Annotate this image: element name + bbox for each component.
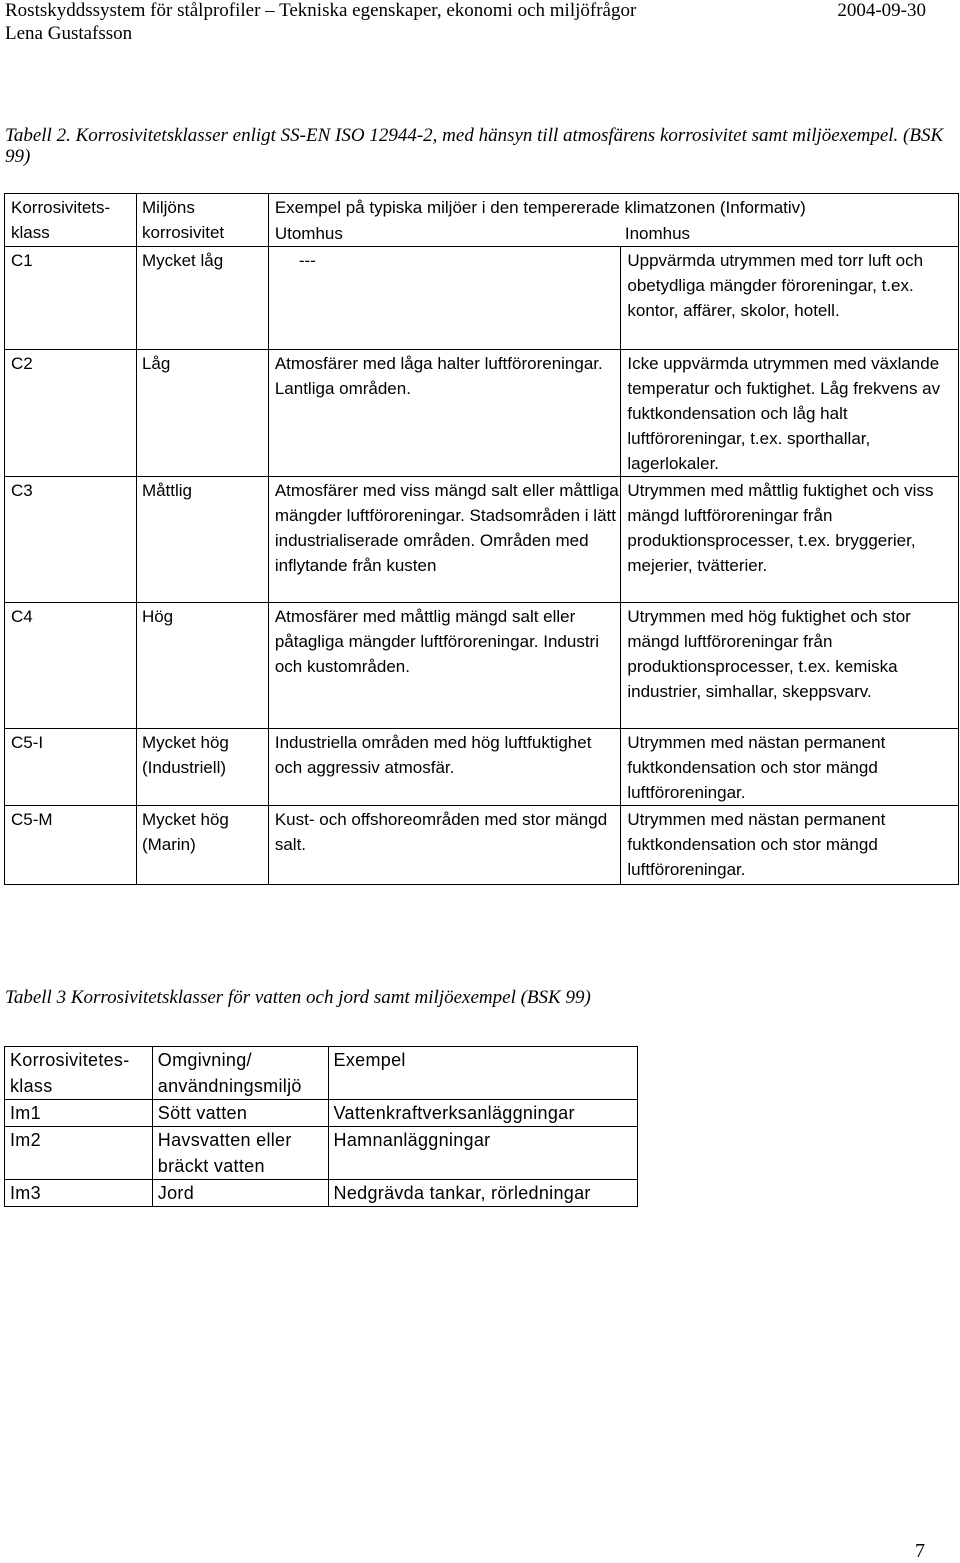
table-row [5,603,959,729]
environment-cell: Sött vatten [152,1100,328,1127]
table-row [5,1180,638,1207]
table-header-row [5,194,959,221]
class-cell: C1 [5,247,137,350]
corrosivity-cell: Låg [136,350,268,477]
class-cell: C2 [5,350,137,477]
table-row [5,806,959,885]
document-date: 2004-09-30 [837,0,926,21]
column-header-indoor: Inomhus [621,220,959,247]
indoor-cell: Utrymmen med måttlig fuktighet och viss mängd luftföroreningar från produktionsprocesser, t.ex. bryggerier, mejerier, tvätterier. [621,477,959,603]
corrosivity-cell: Måttlig [136,477,268,603]
class-cell: C5-I [5,729,137,806]
corrosivity-cell: Hög [136,603,268,729]
indoor-cell: Utrymmen med nästan permanent fuktkondensation och stor mängd luftföroreningar. [621,729,959,806]
outdoor-cell: Atmosfärer med låga halter luftföroreningar. Lantliga områden. [268,350,621,477]
outdoor-cell: Kust- och offshoreområden med stor mängd salt. [268,806,621,885]
example-cell: Hamnanläggningar [328,1127,637,1180]
column-header-environment: Omgivning/ användningsmiljö [152,1047,328,1100]
table3-caption: Tabell 3 Korrosivitetsklasser för vatten och jord samt miljöexempel (BSK 99) [5,987,591,1008]
example-cell: Vattenkraftverksanläggningar [328,1100,637,1127]
table-row [5,1127,638,1180]
class-cell: Im2 [5,1127,153,1180]
column-header-example: Exempel [328,1047,637,1100]
outdoor-cell: Atmosfärer med viss mängd salt eller måttliga mängder luftföroreningar. Stadsområden i lätt industrialiserade områden. Områden med inflytande från kusten [268,477,621,603]
document-title: Rostskyddssystem för stålprofiler – Tekniska egenskaper, ekonomi och miljöfrågor [5,0,637,21]
column-header-outdoor: Utomhus [268,220,621,247]
corrosivity-cell: Mycket låg [136,247,268,350]
class-cell: C4 [5,603,137,729]
column-header-class: Korrosivitets-klass [5,194,137,247]
table-row [5,477,959,603]
corrosivity-atmosphere-table [4,193,959,885]
indoor-cell: Uppvärmda utrymmen med torr luft och obetydliga mängder föroreningar, t.ex. kontor, affärer, skolor, hotell. [621,247,959,350]
class-cell: C5-M [5,806,137,885]
page-number: 7 [915,1540,925,1562]
class-cell: Im1 [5,1100,153,1127]
class-cell: Im3 [5,1180,153,1207]
environment-cell: Havsvatten eller bräckt vatten [152,1127,328,1180]
indoor-cell: Utrymmen med hög fuktighet och stor mängd luftföroreningar från produktionsprocesser, t.ex. kemiska industrier, simhallar, skeppsvarv. [621,603,959,729]
outdoor-cell: Industriella områden med hög luftfuktighet och aggressiv atmosfär. [268,729,621,806]
corrosivity-water-soil-table [4,1046,638,1207]
table-row [5,350,959,477]
table2-caption: Tabell 2. Korrosivitetsklasser enligt SS-EN ISO 12944-2, med hänsyn till atmosfärens korrosivitet samt miljöexempel. (BSK 99) [5,125,944,167]
column-header-class: Korrosivitetes-klass [5,1047,153,1100]
column-header-corrosivity: Miljöns korrosivitet [136,194,268,247]
table-row [5,729,959,806]
column-header-examples: Exempel på typiska miljöer i den tempererade klimatzonen (Informativ) [268,194,958,221]
example-cell: Nedgrävda tankar, rörledningar [328,1180,637,1207]
environment-cell: Jord [152,1180,328,1207]
corrosivity-cell: Mycket hög (Industriell) [136,729,268,806]
outdoor-cell: --- [268,247,621,350]
indoor-cell: Icke uppvärmda utrymmen med växlande temperatur och fuktighet. Låg frekvens av fuktkondensation och låg halt luftföroreningar, t.ex. sporthallar, lagerlokaler. [621,350,959,477]
document-author: Lena Gustafsson [5,23,133,44]
indoor-cell: Utrymmen med nästan permanent fuktkondensation och stor mängd luftföroreningar. [621,806,959,885]
corrosivity-cell: Mycket hög (Marin) [136,806,268,885]
table-header-row [5,1047,638,1100]
outdoor-cell: Atmosfärer med måttlig mängd salt eller påtagliga mängder luftföroreningar. Industri och kustområden. [268,603,621,729]
table-row [5,1100,638,1127]
table-row [5,247,959,350]
class-cell: C3 [5,477,137,603]
